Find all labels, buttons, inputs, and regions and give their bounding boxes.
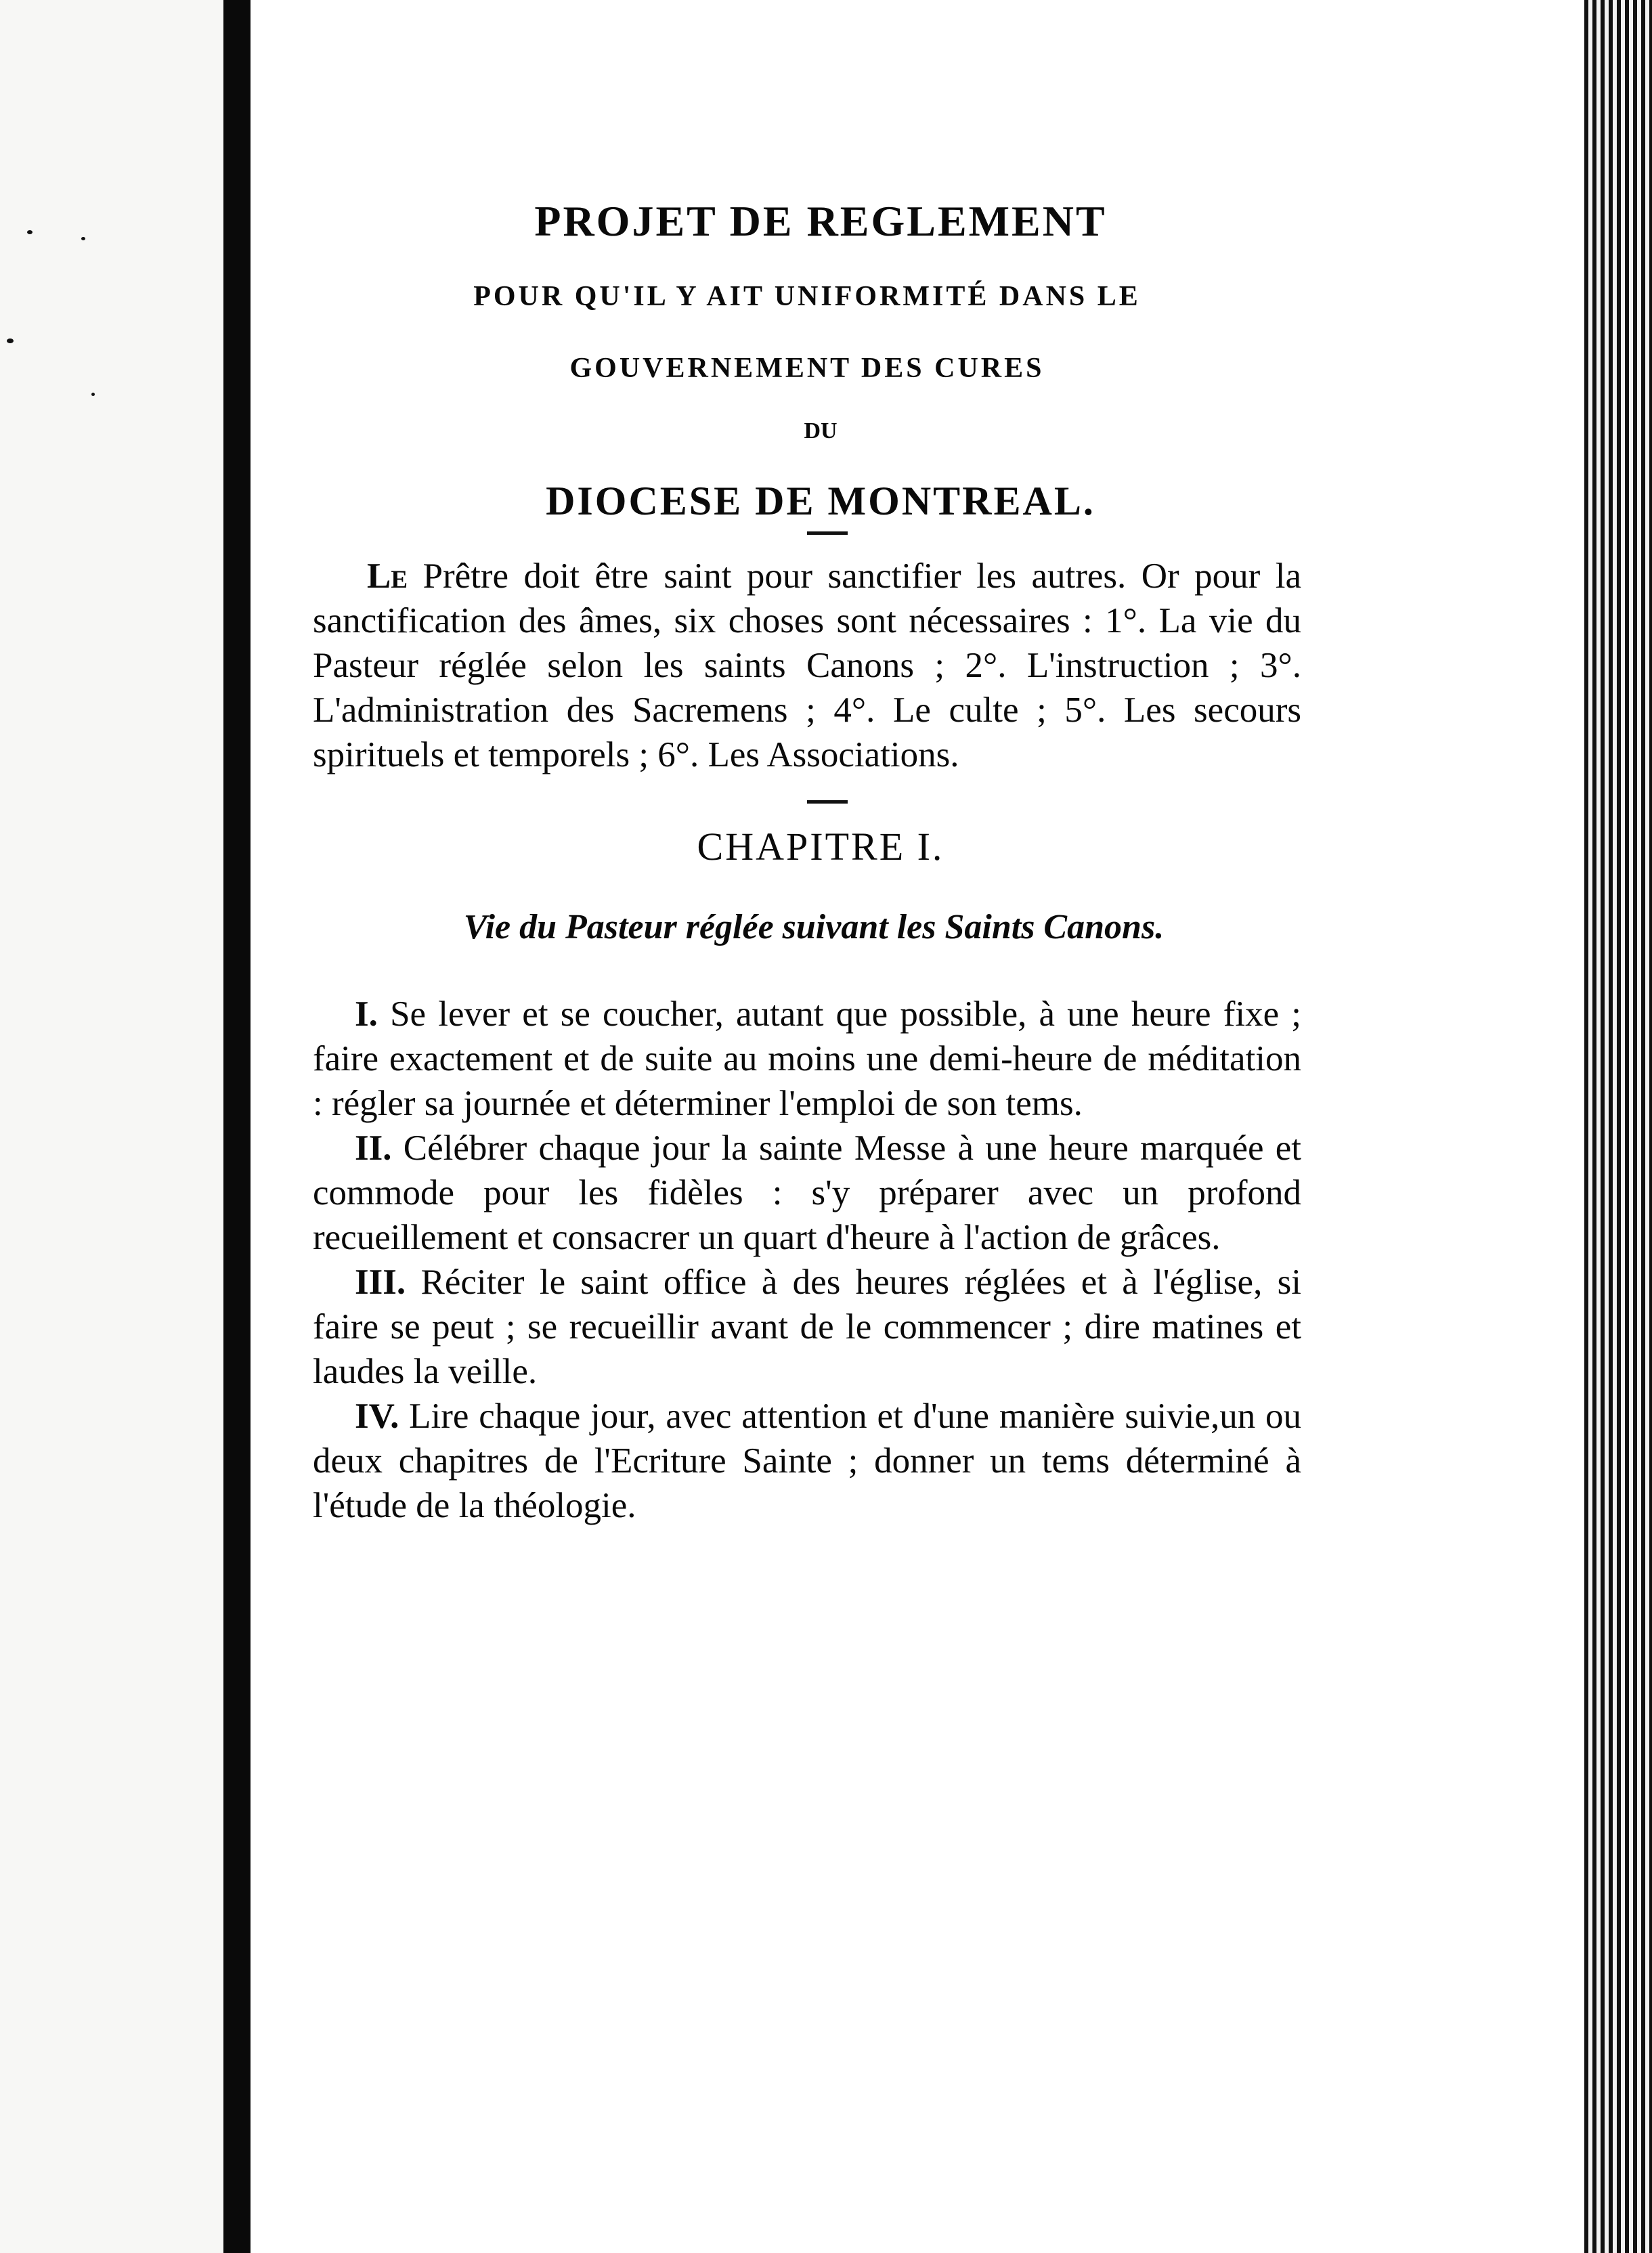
article-text: Réciter le saint office à des heures réglées et à l'église, si faire se peut ; se recueillir avant de le commencer ; dire matines et laudes la veille. [313,1263,1302,1391]
article-text: Se lever et se coucher, autant que possible, à une heure fixe ; faire exactement et de suite au moins une demi-heure de méditation : régler sa journée et déterminer l'emploi de son tems. [313,994,1302,1123]
page-stack-edges [1584,0,1652,2253]
title-connector: DU [804,418,838,443]
intro-text: Prêtre doit être saint pour sanctifier les autres. Or pour la sanctification des âmes, six choses sont nécessaires : 1°. La vie du Pasteur réglée selon les saints Canons ; 2°. L'instruction ; 3°. L'administration des Sacremens ; 4°. Le culte ; 5°. Les secours spirituels et temporels ; 6°. Les Associations. [313,556,1301,774]
document-title: PROJET DE REGLEMENT [534,197,1107,245]
article-2 [313,1126,1301,1260]
article-1 [313,992,1301,1126]
article-number: III. [355,1263,406,1302]
facing-page-edge [0,0,223,2253]
ink-speck [81,237,85,240]
article-3 [313,1260,1301,1394]
intro-lead-word: Le [367,556,408,596]
chapter-heading: CHAPITRE I. [697,825,944,869]
article-number: II. [355,1129,392,1168]
ink-speck [91,393,95,396]
article-number: I. [355,994,378,1034]
article-4 [313,1394,1301,1528]
article-number: IV. [355,1397,399,1436]
document-subtitle-line2: GOUVERNEMENT DES CURES [569,353,1045,384]
document-subtitle-line1: POUR QU'IL Y AIT UNIFORMITÉ DANS LE [473,281,1141,312]
intro-paragraph [313,554,1301,777]
section-rule [807,800,848,804]
gutter [223,0,251,2253]
chapter-subheading: Vie du Pasteur réglée suivant les Saints Canons. [463,908,1165,946]
article-text: Célébrer chaque jour la sainte Messe à une heure marquée et commode pour les fidèles : s'y préparer avec un profond recueillement et consacrer un quart d'heure à l'action de grâces. [313,1129,1301,1257]
ink-speck [27,230,32,234]
section-rule [807,531,848,535]
ink-speck [7,338,14,343]
page-content [313,196,1301,1528]
article-text: Lire chaque jour, avec attention et d'une manière suivie,un ou deux chapitres de l'Ecriture Sainte ; donner un tems déterminé à l'étude de la théologie. [313,1397,1301,1525]
diocese-heading: DIOCESE DE MONTREAL. [546,479,1095,523]
